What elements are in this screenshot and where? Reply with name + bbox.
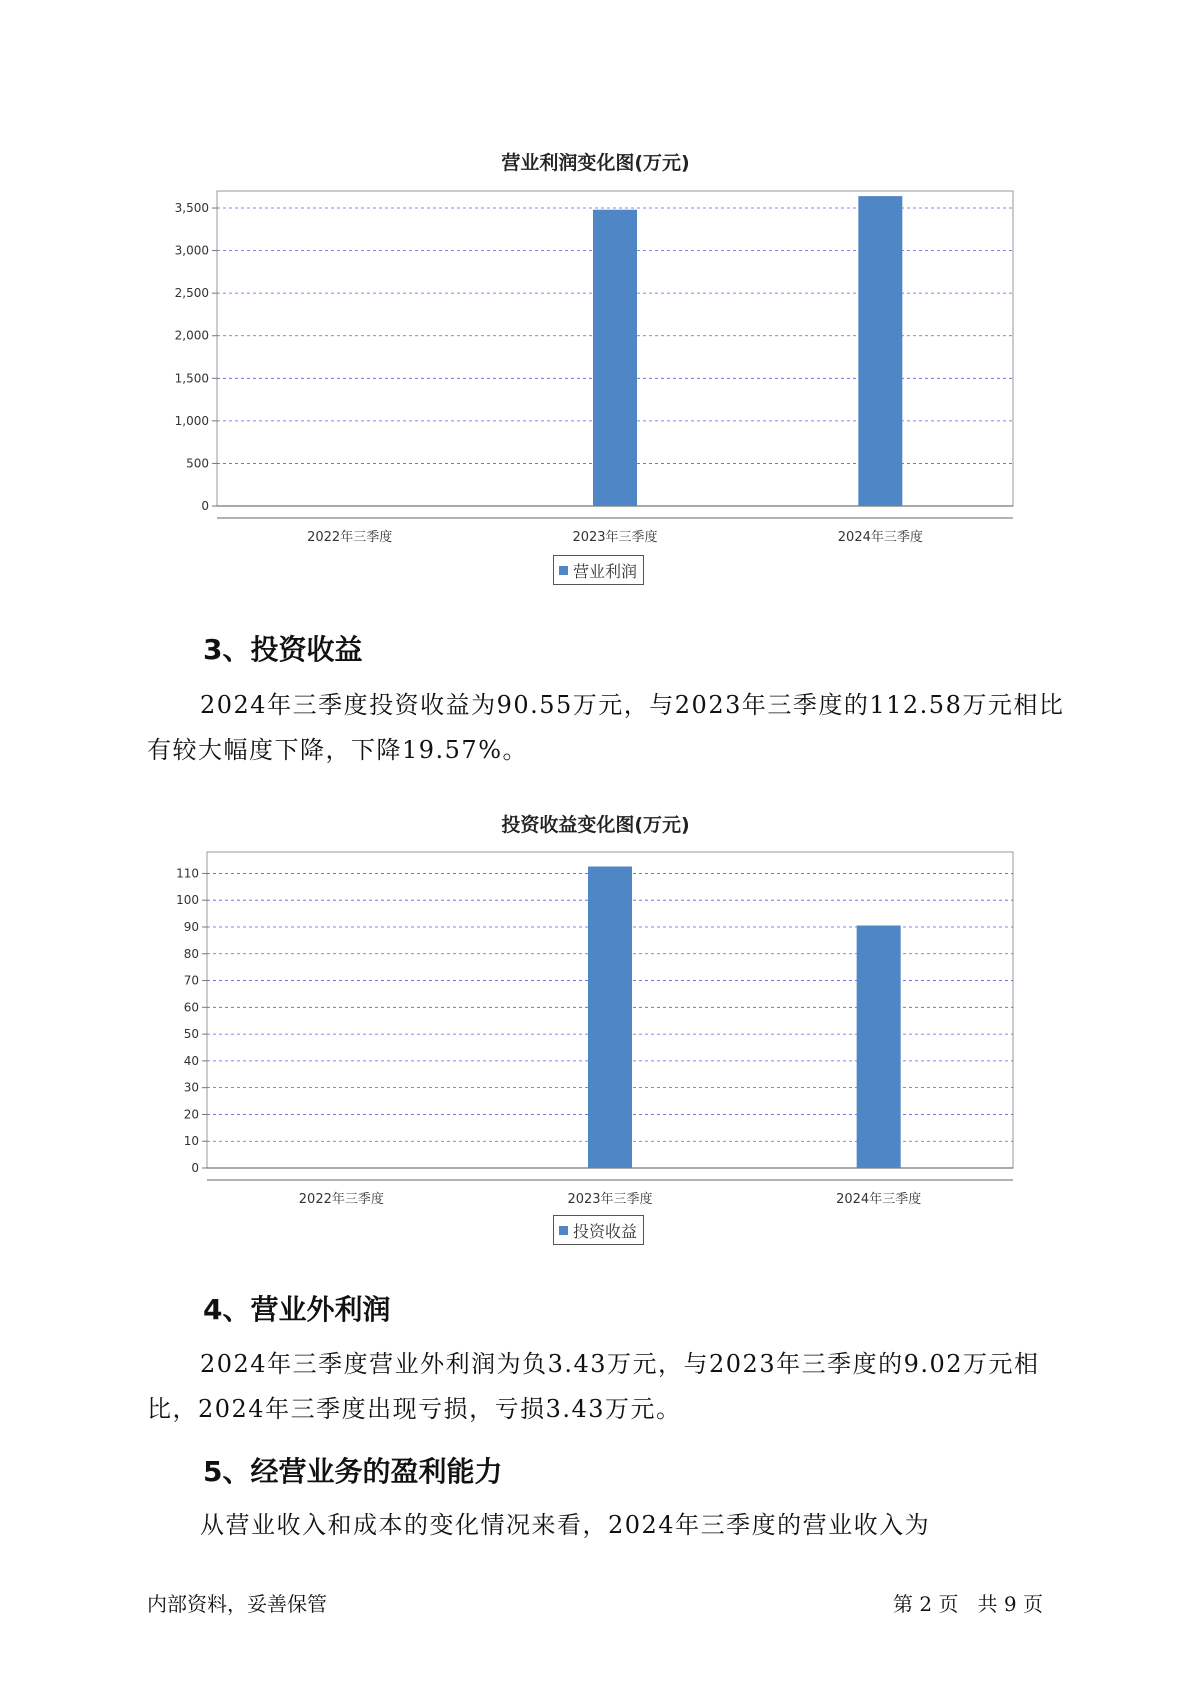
legend-investment-income — [553, 1215, 644, 1245]
x-tick-label: 2024年三季度 — [836, 1192, 922, 1207]
legend-label: 营业利润 — [573, 561, 638, 581]
x-tick-label: 2023年三季度 — [567, 1192, 653, 1207]
y-tick-label: 500 — [186, 456, 209, 471]
chart-title-investment-income: 投资收益变化图(万元) — [501, 814, 690, 836]
chart-title-operating-profit: 营业利润变化图(万元) — [501, 152, 690, 174]
bar-3 — [857, 926, 901, 1168]
y-tick-label: 2,500 — [174, 286, 209, 301]
y-tick-label: 20 — [183, 1107, 199, 1122]
x-tick-label: 2024年三季度 — [837, 530, 923, 545]
footer-left: 内部资料，妥善保管 — [147, 1592, 327, 1616]
x-tick-label: 2022年三季度 — [307, 530, 393, 545]
paragraph-investment-income: 2024年三季度投资收益为90.55万元，与2023年三季度的112.58万元相比有较大幅度下降，下降19.57%。 — [147, 691, 1065, 764]
y-tick-label: 3,000 — [174, 243, 209, 258]
y-tick-label: 40 — [183, 1053, 199, 1068]
y-tick-label: 60 — [183, 1000, 199, 1015]
paragraph-profitability: 从营业收入和成本的变化情况来看，2024年三季度的营业收入为 — [200, 1511, 931, 1539]
y-tick-label: 1,500 — [174, 371, 209, 386]
y-tick-label: 2,000 — [174, 328, 209, 343]
y-tick-label: 50 — [183, 1027, 199, 1042]
y-tick-label: 3,500 — [174, 201, 209, 216]
y-tick-label: 80 — [183, 946, 199, 961]
bar-2 — [588, 867, 632, 1168]
paragraph-non-operating-profit: 2024年三季度营业外利润为负3.43万元，与2023年三季度的9.02万元相比，2024年三季度出现亏损，亏损3.43万元。 — [147, 1350, 1040, 1423]
footer-page-number: 第 2 页 共 9 页 — [893, 1592, 1043, 1616]
y-tick-label: 100 — [176, 893, 199, 908]
y-tick-label: 1,000 — [174, 413, 209, 428]
section-heading-non-operating-profit: 4、营业外利润 — [203, 1293, 391, 1326]
legend-swatch — [559, 1226, 568, 1235]
y-tick-label: 30 — [183, 1080, 199, 1095]
y-tick-label: 0 — [191, 1161, 199, 1175]
section-heading-investment-income: 3、投资收益 — [203, 633, 363, 666]
x-tick-label: 2023年三季度 — [572, 530, 658, 545]
y-tick-label: 90 — [183, 919, 199, 934]
legend-label: 投资收益 — [573, 1221, 638, 1241]
section-heading-profitability: 5、经营业务的盈利能力 — [203, 1455, 503, 1488]
x-tick-label: 2022年三季度 — [298, 1192, 384, 1207]
y-tick-label: 10 — [183, 1134, 199, 1149]
y-tick-label: 110 — [176, 866, 199, 881]
y-tick-label: 0 — [201, 499, 209, 513]
y-tick-label: 70 — [183, 973, 199, 988]
